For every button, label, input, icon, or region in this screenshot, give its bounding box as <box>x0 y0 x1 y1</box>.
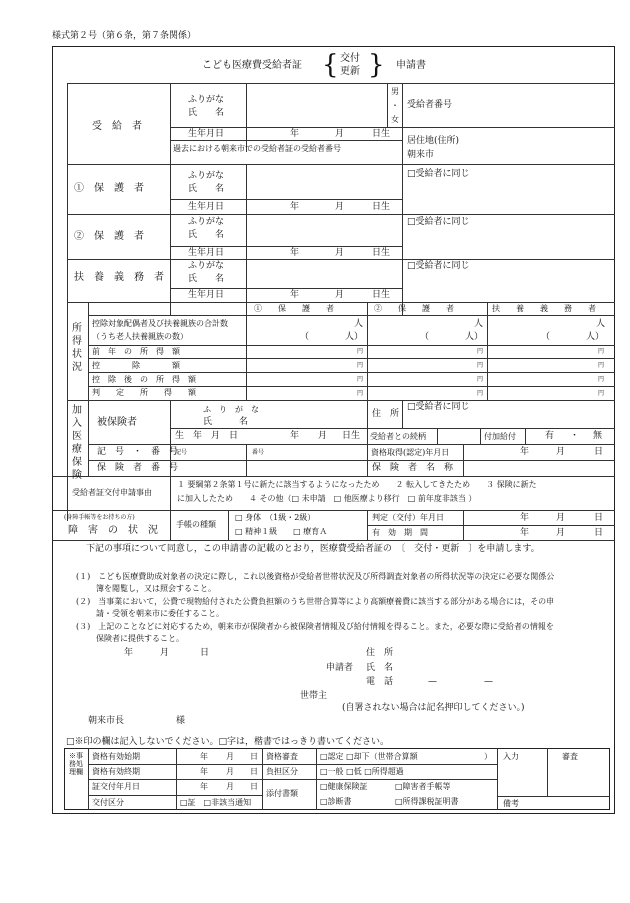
post-deduction-label: 控 除 後 の 所 得 額 <box>92 375 196 384</box>
income-section-label: 所得状況 <box>72 323 82 373</box>
attach-income-certificate[interactable]: □所得課税証明書 <box>395 797 459 806</box>
dob-month: 月 <box>335 129 345 139</box>
recipient-number-label: 受給者番号 <box>407 100 453 110</box>
acquired-day: 日 <box>594 447 604 457</box>
dob-year: 年 <box>290 129 300 139</box>
office-end-year: 年 <box>200 767 208 776</box>
grid-line <box>88 358 615 359</box>
grid-line <box>88 795 262 796</box>
apply-year: 年 <box>124 648 134 658</box>
guardian1-dob-year: 年 <box>290 202 300 212</box>
symbol-label: 記号 <box>175 449 188 456</box>
reason-line2[interactable]: に加入したため ４ その他（□ 未申請 □ 他医療より移行 □ 前年度非該当 ） <box>177 494 477 503</box>
grid-line <box>402 127 615 128</box>
office-review-options[interactable]: □認定 □却下（世帯合算額 <box>320 752 418 761</box>
valid-year: 年 <box>520 528 530 538</box>
grid-line <box>170 127 402 128</box>
insured-dob-year: 年 <box>290 431 300 441</box>
grid-line <box>497 796 610 797</box>
yen-unit: 円 <box>477 376 484 383</box>
attach-disability-handbook[interactable]: □障害者手帳等 <box>395 782 451 791</box>
brace-right-icon: } <box>368 50 385 80</box>
relation-label: 受給者との続柄 <box>370 432 426 441</box>
consent-item3-a: (３) 上記のことなどに対応するため，朝来市が保険者から被保険者情報及び給付情報を得ること。また，必要な際に受給者の情報を <box>76 622 554 631</box>
applicant-name-label: 氏 名 <box>366 663 394 673</box>
number-label: 番号 <box>252 449 265 456</box>
office-issued-year: 年 <box>200 782 208 791</box>
phone-dash: — <box>484 677 493 687</box>
insurer-number-label: 保 険 者 番 号 <box>97 463 179 473</box>
office-check-label: 審査 <box>562 752 578 761</box>
yen-unit: 円 <box>477 390 484 397</box>
guardian1-dob-day: 日生 <box>372 202 391 212</box>
symbol-number-label: 記 号 ・ 番 号 <box>97 447 179 457</box>
guardian2-furigana: ふりがな <box>188 217 225 227</box>
sex-separator: ・ <box>391 101 399 110</box>
guardian1-same-checkbox[interactable]: □受給者に同じ <box>407 169 470 179</box>
grid-line <box>480 428 481 444</box>
insurance-section-label: 加入医療保険 <box>72 405 82 481</box>
guardian2-label: ② 保 護 者 <box>74 231 144 242</box>
office-burden-options[interactable]: □一般 □低 □所得超過 <box>320 767 404 776</box>
grid-line <box>246 164 247 316</box>
office-use-label: ※事務処理欄 <box>69 752 83 776</box>
benefit-no[interactable]: 無 <box>593 431 603 441</box>
office-issue-type-label: 交付区分 <box>92 798 124 807</box>
dob-day: 日生 <box>372 129 391 139</box>
insured-furigana: ふ り が な <box>203 405 259 414</box>
yen-unit: 円 <box>357 362 364 369</box>
reason-label: 受給者証交付申請事由 <box>72 488 152 497</box>
guardian2-dob-month: 月 <box>335 248 345 258</box>
consent-item1-b: 簿を閲覧し，又は照会すること。 <box>96 584 216 593</box>
handbook-mental-option[interactable]: □ 精神１級 □ 療育Ａ <box>235 527 328 536</box>
yen-unit: 円 <box>357 376 364 383</box>
decision-day: 日 <box>594 513 604 523</box>
grid-line <box>402 83 403 316</box>
dependents-label: 控除対象配偶者及び扶養親族の合計数 <box>92 319 228 328</box>
insured-same-checkbox[interactable]: □受給者に同じ <box>407 402 470 412</box>
disability-label: 障 害 の 状 況 <box>68 525 158 536</box>
supporter-name-label: 氏 名 <box>188 274 225 284</box>
insurer-name-label: 保 険 者 名 称 <box>372 463 454 473</box>
address-label: 居住地(住所) <box>407 136 460 146</box>
seal-note: (自署されない場合は記名押印してください。) <box>342 703 525 713</box>
consent-item3-b: 保険者に提供すること。 <box>96 634 184 643</box>
office-remarks-label: 備考 <box>503 799 519 808</box>
sup-persons-unit: 人 <box>596 319 606 329</box>
office-issued-label: 証交付年月日 <box>92 782 140 791</box>
benefit-separator: ・ <box>570 431 580 441</box>
guardian1-name-label: 氏 名 <box>188 184 225 194</box>
office-issued-day: 日 <box>250 782 258 791</box>
grid-line <box>88 386 615 387</box>
applicant-label: 申請者 <box>326 663 354 673</box>
applicant-phone-label: 電 話 <box>366 677 394 687</box>
insured-dob-day: 日生 <box>342 431 361 441</box>
valid-period-label: 有 効 期 間 <box>372 528 428 537</box>
yen-unit: 円 <box>598 362 605 369</box>
apply-month: 月 <box>160 648 170 658</box>
grid-line <box>170 199 402 200</box>
grid-line <box>170 164 171 316</box>
guardian1-dob-month: 月 <box>335 202 345 212</box>
apply-day: 日 <box>200 648 210 658</box>
yen-unit: 円 <box>598 390 605 397</box>
grid-line <box>367 400 368 476</box>
supporter-same-checkbox[interactable]: □受給者に同じ <box>407 261 470 271</box>
sup-elderly-paren: （ 人） <box>541 332 605 342</box>
g2-elderly-paren: （ 人） <box>420 332 484 342</box>
office-review-paren: ） <box>484 752 492 761</box>
grid-line <box>316 764 497 765</box>
household-head-label: 世帯主 <box>300 691 328 701</box>
benefit-yes[interactable]: 有 <box>545 431 555 441</box>
form-title <box>52 52 615 80</box>
yen-unit: 円 <box>477 362 484 369</box>
decision-year: 年 <box>520 513 530 523</box>
deduction-label: 控 除 額 <box>92 361 180 370</box>
office-burden-label: 負担区分 <box>266 767 298 776</box>
grid-line <box>437 428 438 444</box>
decision-date-label: 判定（交付）年月日 <box>372 513 444 522</box>
form-id: 様式第２号（第６条，第７条関係） <box>52 31 197 41</box>
guardian2-dob-label: 生年月日 <box>188 248 225 258</box>
supporter-dob-year: 年 <box>290 290 300 300</box>
title-option-issue: 交付 <box>340 53 360 64</box>
grid-line <box>316 779 497 780</box>
recipient-name-field[interactable] <box>246 86 386 126</box>
guardian1-furigana: ふりがな <box>188 171 225 181</box>
grid-line <box>88 372 615 373</box>
grid-line <box>525 428 526 444</box>
insured-dob-label: 生 年 月 日 <box>175 431 239 441</box>
grid-line <box>387 83 388 127</box>
grid-line <box>67 302 615 303</box>
g2-persons-unit: 人 <box>474 319 484 329</box>
judged-income-label: 判 定 所 得 額 <box>92 388 196 397</box>
grid-line <box>170 428 615 429</box>
yen-unit: 円 <box>357 348 364 355</box>
office-start-month: 月 <box>226 752 234 761</box>
supporter-dob-label: 生年月日 <box>188 290 225 300</box>
acquired-date-label: 資格取得(認定)年月日 <box>371 448 450 457</box>
grid-line <box>88 345 615 346</box>
grid-line <box>67 400 615 401</box>
office-issued-month: 月 <box>226 782 234 791</box>
consent-item1-a: (１) こども医療費助成対象者の決定に際し，これ以後資格が受給者世帯状況及び所得調査対象者の所得状況等の決定に必要な関係公 <box>76 572 555 581</box>
supporter-dob-month: 月 <box>335 290 345 300</box>
form-frame <box>52 46 615 814</box>
income-col-supporter: 扶 養 義 務 者 <box>492 304 596 313</box>
elderly-dependents-label: （うち老人扶養親族の数） <box>92 332 188 341</box>
guardian2-dob-day: 日生 <box>372 248 391 258</box>
grid-line <box>402 400 403 428</box>
title-prefix: こども医療費受給者証 <box>202 60 302 71</box>
office-input-label: 入力 <box>503 752 519 761</box>
phone-dash: — <box>428 677 437 687</box>
consent-intro: 下記の事項について同意し，この申請書の記載のとおり，医療費受給者証の 〔 交付・更新 〕を申請します。 <box>86 544 540 554</box>
applicant-address-label: 住 所 <box>366 648 394 658</box>
recipient-dob-label: 生年月日 <box>188 129 225 139</box>
office-review-label: 資格審査 <box>266 752 298 761</box>
grid-line <box>170 476 171 510</box>
title-option-renew: 更新 <box>340 66 360 77</box>
grid-line <box>52 476 615 477</box>
supporter-dob-day: 日生 <box>372 290 391 300</box>
mayor-label: 朝来市長 <box>88 716 125 726</box>
attach-medical-certificate[interactable]: □診断書 <box>320 797 352 806</box>
grid-line <box>170 246 402 247</box>
yen-unit: 円 <box>598 376 605 383</box>
prev-income-label: 前 年 の 所 得 額 <box>92 347 180 356</box>
insured-name-label: 氏 名 <box>203 417 249 427</box>
disability-note: (身障手帳等をお持ちの方) <box>64 514 135 521</box>
income-col-guardian2: ② 保 護 者 <box>374 304 454 313</box>
insured-dob-month: 月 <box>318 431 328 441</box>
guardian2-dob-year: 年 <box>290 248 300 258</box>
sex-male[interactable]: 男 <box>391 87 399 96</box>
reason-line1[interactable]: １ 要綱第２条第１号に新たに該当するようになったため ２ 転入してきたため ３ 保険に新た <box>177 480 537 489</box>
grid-line <box>367 525 615 526</box>
handbook-type-label: 手帳の種類 <box>176 520 216 529</box>
grid-line <box>88 315 615 316</box>
grid-line <box>88 779 316 780</box>
consent-item2-b: 請・受領を朝来市に委任すること。 <box>96 609 224 618</box>
office-end-day: 日 <box>250 767 258 776</box>
valid-month: 月 <box>556 528 566 538</box>
grid-line <box>547 748 548 796</box>
handbook-physical-option[interactable]: □ 身体 （1級・2級） <box>235 513 316 522</box>
office-end-month: 月 <box>226 767 234 776</box>
guardian2-same-checkbox[interactable]: □受給者に同じ <box>407 217 470 227</box>
grid-line <box>170 83 171 164</box>
insured-label: 被保険者 <box>97 417 137 428</box>
grid-line <box>88 400 89 476</box>
grid-line <box>52 540 615 541</box>
yen-unit: 円 <box>357 390 364 397</box>
grid-line <box>88 460 615 461</box>
grid-line <box>497 748 498 810</box>
g1-persons-unit: 人 <box>354 319 364 329</box>
address-city: 朝来市 <box>407 150 435 160</box>
office-start-label: 資格有効始期 <box>92 752 140 761</box>
grid-line <box>170 288 402 289</box>
office-end-label: 資格有効終期 <box>92 767 140 776</box>
brace-left-icon: { <box>322 50 339 80</box>
grid-line <box>67 83 615 84</box>
guardian2-name-label: 氏 名 <box>188 230 225 240</box>
title-suffix: 申請書 <box>396 60 426 71</box>
guardian1-label: ① 保 護 者 <box>74 183 144 194</box>
grid-line <box>170 140 402 141</box>
yen-unit: 円 <box>477 348 484 355</box>
g1-elderly-paren: （ 人） <box>300 332 364 342</box>
grid-line <box>88 764 316 765</box>
guardian1-dob-label: 生年月日 <box>188 202 225 212</box>
grid-line <box>228 510 229 540</box>
grid-line <box>170 510 171 540</box>
supporter-furigana: ふりがな <box>188 261 225 271</box>
office-start-year: 年 <box>200 752 208 761</box>
supporter-label: 扶 養 義 務 者 <box>74 272 164 283</box>
benefit-label: 付加給付 <box>484 432 516 441</box>
office-attach-label: 添付書類 <box>266 789 298 798</box>
office-start-day: 日 <box>250 752 258 761</box>
valid-day: 日 <box>594 528 604 538</box>
grid-line <box>52 510 615 511</box>
past-number-label: 過去における朝来市での受給者証の受給者番号 <box>173 144 341 153</box>
grid-line <box>88 444 615 445</box>
income-col-guardian1: ① 保 護 者 <box>254 304 334 313</box>
decision-month: 月 <box>556 513 566 523</box>
grid-line <box>67 164 615 165</box>
recipient-furigana-label: ふりがな <box>188 95 225 105</box>
yen-unit: 円 <box>598 348 605 355</box>
sex-female[interactable]: 女 <box>391 115 399 124</box>
mayor-sama: 様 <box>176 716 186 726</box>
grid-line <box>67 259 615 260</box>
office-issue-options[interactable]: □証 □非該当通知 <box>180 798 252 807</box>
footnote: □※印の欄は記入しないでください。□字は，楷書ではっきり書いてください。 <box>66 737 390 747</box>
insured-address-label: 住 所 <box>372 409 400 419</box>
recipient-label: 受 給 者 <box>92 121 142 132</box>
acquired-year: 年 <box>520 447 530 457</box>
acquired-month: 月 <box>556 447 566 457</box>
attach-insurance-card[interactable]: □健康保険証 <box>320 782 368 791</box>
consent-item2-a: (２) 当事業において，公費で現物給付された公費負担額のうち世帯合算等により高額療養費に該当する部分がある場合には，その申 <box>76 597 555 606</box>
grid-line <box>67 214 615 215</box>
recipient-name-label: 氏 名 <box>188 108 225 118</box>
